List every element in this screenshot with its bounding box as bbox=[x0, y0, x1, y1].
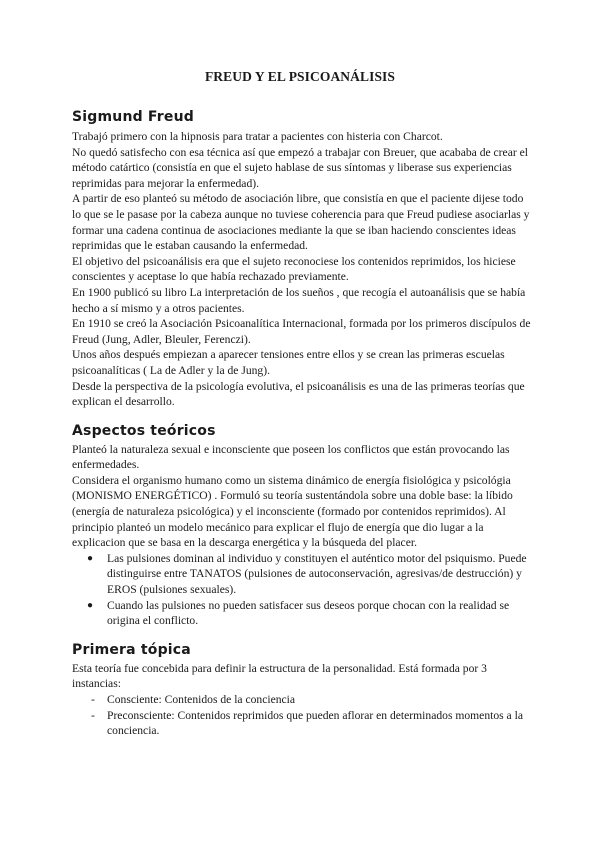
list-item-text: Las pulsiones dominan al individuo y constituyen el auténtico motor del psiquismo. Puede distinguirse entre TANATOS (pulsiones de autoconservación, agresivas/de destrucción) y EROS (pulsiones sexuales). bbox=[107, 551, 527, 597]
paragraph: En 1900 publicó su libro La interpretación de los sueños , que recogía el autoanálisis que se había hecho a sí mismo y a otros pacientes. bbox=[72, 285, 526, 315]
paragraph: Esta teoría fue concebida para definir la estructura de la personalidad. Está formada por 3 instancias: bbox=[72, 661, 487, 691]
bullet-list bbox=[72, 551, 532, 629]
list-item bbox=[72, 692, 532, 708]
list-item-text: Preconsciente: Contenidos reprimidos que pueden aflorar en determinados momentos a la conciencia. bbox=[107, 708, 523, 738]
list-item bbox=[72, 598, 532, 629]
paragraph: A partir de eso planteó su método de asociación libre, que consistía en que el paciente dijese todo lo que se le pasase por la cabeza aunque no tuviese coherencia para que Freud pudiese asociarlas y formar una cadena continua de asociaciones mediante la que se iban haciendo conscientes ideas reprimidas que le estaban causando la enfermedad. bbox=[72, 192, 530, 253]
bullet-icon: ● bbox=[87, 599, 94, 611]
section-heading: Aspectos teóricos bbox=[72, 422, 216, 439]
list-item bbox=[72, 551, 532, 598]
section-primera-topica bbox=[72, 641, 532, 739]
paragraph: Unos años después empiezan a aparecer tensiones entre ellos y se crean las primeras escuelas psicoanalíticas ( La de Adler y la de Jung). bbox=[72, 348, 505, 377]
section-sigmund-freud bbox=[72, 108, 532, 410]
dash-icon: - bbox=[91, 693, 95, 706]
paragraph: Planteó la naturaleza sexual e inconsciente que poseen los conflictos que están provocando las enfermedades. bbox=[72, 442, 510, 472]
list-item-text: Consciente: Contenidos de la conciencia bbox=[107, 693, 296, 706]
section-heading: Primera tópica bbox=[72, 641, 191, 658]
paragraph: No quedó satisfecho con esa técnica así que empezó a trabajar con Breuer, que acababa de crear el método catártico (consistía en que el sujeto hablase de sus síntomas y liberase sus experiencias reprimidas para mejorar la enfermedad). bbox=[72, 145, 528, 190]
paragraph: Desde la perspectiva de la psicología evolutiva, el psicoanálisis es una de las primeras teorías que explican el desarrollo. bbox=[72, 379, 525, 409]
bullet-icon: ● bbox=[87, 552, 94, 564]
paragraph: En 1910 se creó la Asociación Psicoanalítica Internacional, formada por los primeros discípulos de Freud (Jung, Adler, Bleuler, Ferenczi). bbox=[72, 317, 531, 346]
list-item bbox=[72, 708, 532, 739]
section-heading: Sigmund Freud bbox=[72, 109, 194, 125]
section-aspectos-teoricos bbox=[72, 422, 532, 629]
dash-icon: - bbox=[91, 708, 95, 722]
paragraph: Trabajó primero con la hipnosis para tratar a pacientes con histeria con Charcot. bbox=[72, 130, 443, 143]
list-item-text: Cuando las pulsiones no pueden satisfacer sus deseos porque chocan con la realidad se origina el conflicto. bbox=[107, 598, 510, 628]
document-body bbox=[72, 108, 532, 739]
paragraph: Considera el organismo humano como un sistema dinámico de energía fisiológica y psicológia (MONISMO ENERGÉTICO) . Formuló su teoría sustentándola sobre una doble base: la líbido (energía de naturaleza psicológica) y el inconsciente (formado por contenidos reprimidos). Al principio planteó un modelo mecánico para explicar el flujo de energía que dio lugar a la explicacion que se basa en la descarga energética y la búsqueda del placer. bbox=[72, 473, 513, 550]
paragraph: El objetivo del psicoanálisis era que el sujeto reconociese los contenidos reprimidos, los hiciese conscientes y aceptase lo que había rechazado previamente. bbox=[72, 254, 516, 284]
document-title: FREUD Y EL PSICOANÁLISIS bbox=[204, 69, 396, 84]
dash-list bbox=[72, 692, 532, 739]
